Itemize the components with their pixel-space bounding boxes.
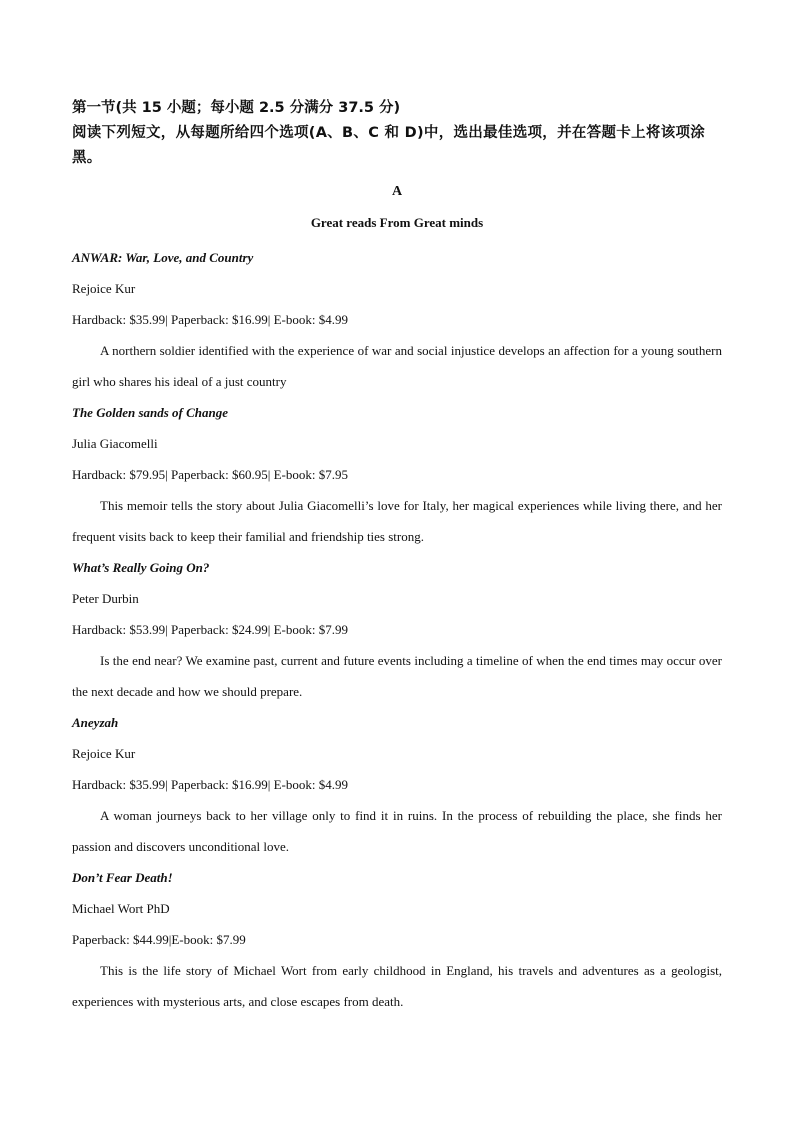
- book-price: Hardback: $35.99| Paperback: $16.99| E-book: $4.99: [72, 777, 348, 792]
- book-description: A woman journeys back to her village only to find it in ruins. In the process of rebuilding the place, she finds her passion and discovers unconditional love.: [72, 808, 722, 854]
- book-entry-anwar: [72, 242, 722, 397]
- book-price: Hardback: $35.99| Paperback: $16.99| E-book: $4.99: [72, 312, 348, 327]
- book-price: Hardback: $53.99| Paperback: $24.99| E-book: $7.99: [72, 622, 348, 637]
- book-title: Don’t Fear Death!: [72, 870, 173, 885]
- book-title: ANWAR: War, Love, and Country: [72, 250, 254, 265]
- section-heading: 第一节(共 15 小题；每小题 2.5 分满分 37.5 分): [72, 100, 401, 116]
- book-description: This memoir tells the story about Julia Giacomelli’s love for Italy, her magical experiences while living there, and her frequent visits back to keep their familial and friendship ties strong.: [72, 498, 722, 544]
- book-entry-golden-sands: [72, 397, 722, 552]
- book-price: Hardback: $79.95| Paperback: $60.95| E-book: $7.95: [72, 467, 348, 482]
- book-description: Is the end near? We examine past, current and future events including a timeline of when the end times may occur over the next decade and how we should prepare.: [72, 653, 722, 699]
- passage-title: Great reads From Great minds: [310, 215, 484, 230]
- book-author: Julia Giacomelli: [72, 436, 158, 451]
- book-price: Paperback: $44.99|E-book: $7.99: [72, 932, 246, 947]
- section-instruction: 阅读下列短文，从每题所给四个选项(A、B、C 和 D)中，选出最佳选项，并在答题卡上将该项涂黑。: [72, 125, 706, 166]
- book-author: Rejoice Kur: [72, 281, 136, 296]
- book-description: A northern soldier identified with the experience of war and social injustice develops an affection for a young southern girl who shares his ideal of a just country: [72, 343, 722, 389]
- book-entry-whats-really-going-on: [72, 552, 722, 707]
- book-title: What’s Really Going On?: [72, 560, 210, 575]
- book-author: Rejoice Kur: [72, 746, 136, 761]
- book-author: Michael Wort PhD: [72, 901, 170, 916]
- book-entry-dont-fear-death: [72, 862, 722, 1017]
- book-entry-aneyzah: [72, 707, 722, 862]
- book-description: This is the life story of Michael Wort from early childhood in England, his travels and adventures as a geologist, experiences with mysterious arts, and close escapes from death.: [72, 963, 722, 1009]
- book-title: Aneyzah: [72, 715, 119, 730]
- book-author: Peter Durbin: [72, 591, 139, 606]
- document-page: [72, 96, 722, 1017]
- passage-letter: A: [391, 184, 403, 199]
- book-title: The Golden sands of Change: [72, 405, 229, 420]
